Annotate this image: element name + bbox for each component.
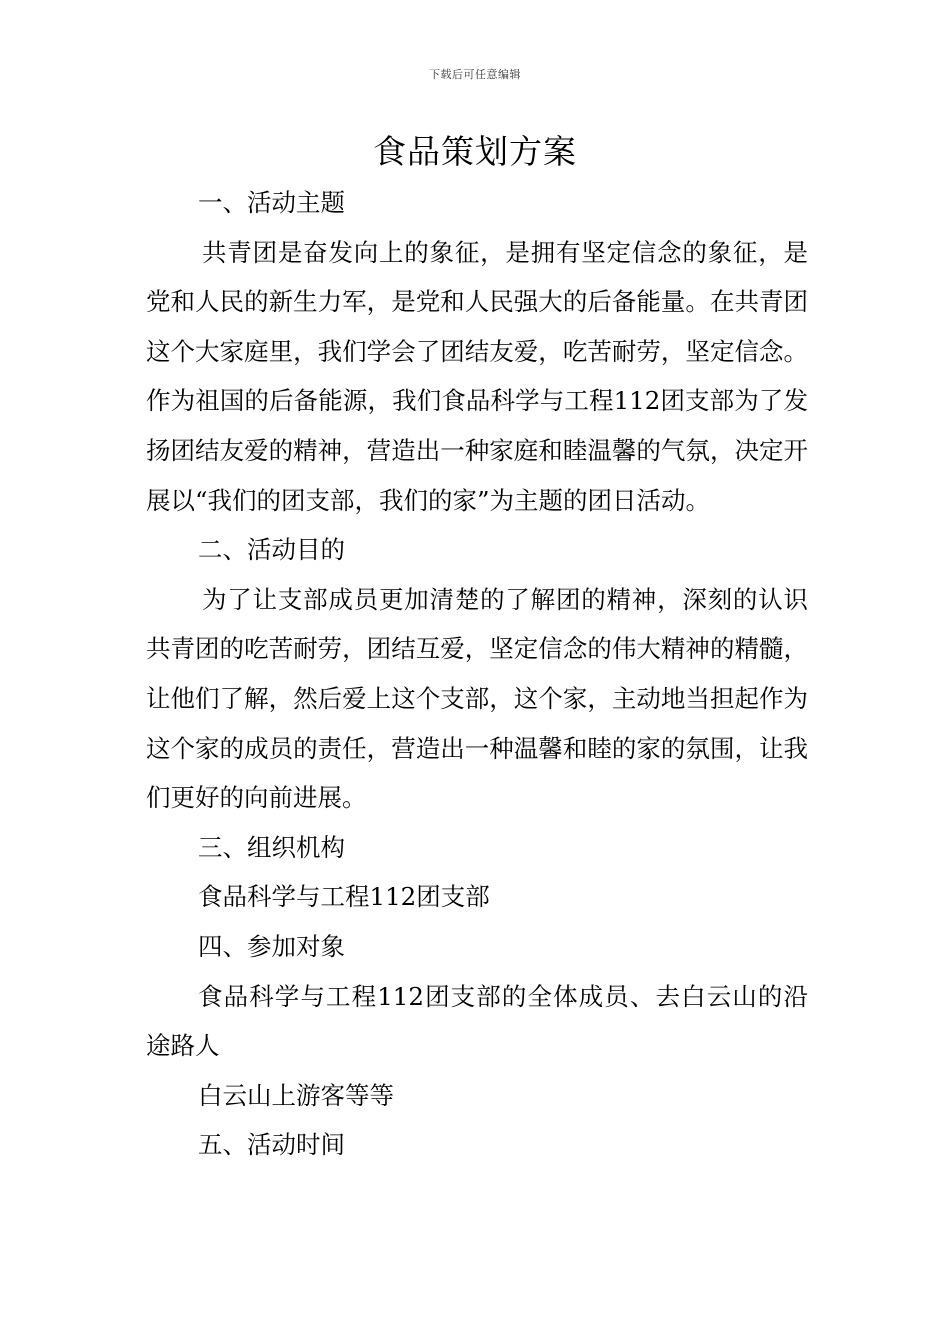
section-paragraph-participants: 食品科学与工程112团支部的全体成员、去白云山的沿途路人 (146, 981, 808, 1061)
document-title: 食品策划方案 (373, 132, 577, 171)
section-heading-participants: 四、参加对象 (198, 931, 345, 961)
section-paragraph-organization: 食品科学与工程112团支部 (198, 882, 490, 912)
section-paragraph-purpose: 为了让支部成员更加清楚的了解团的精神，深刻的认识共青团的吃苦耐劳，团结互爱，坚定信念的伟大精神的精髓，让他们了解，然后爱上这个支部，这个家，主动地当担起作为这个家的成员的责任，营造出一种温馨和睦的家的氛围，让我们更好的向前进展。 (146, 584, 808, 813)
header-note: 下载后可任意编辑 (429, 68, 521, 81)
section-heading-organization: 三、组织机构 (198, 832, 345, 862)
section-heading-theme: 一、活动主题 (198, 188, 345, 217)
section-paragraph-participants-extra: 白云山上游客等等 (198, 1080, 394, 1110)
section-paragraph-theme: 共青团是奋发向上的象征，是拥有坚定信念的象征，是党和人民的新生力军，是党和人民强大的后备能量。在共青团这个大家庭里，我们学会了团结友爱，吃苦耐劳，坚定信念。作为祖国的后备能源，我们食品科学与工程112团支部为了发扬团结友爱的精神，营造出一种家庭和睦温馨的气氛，决定开展以“我们的团支部，我们的家”为主题的团日活动。 (146, 237, 808, 515)
document-body (146, 178, 808, 1170)
section-heading-time: 五、活动时间 (198, 1130, 345, 1160)
section-heading-purpose: 二、活动目的 (198, 535, 345, 565)
